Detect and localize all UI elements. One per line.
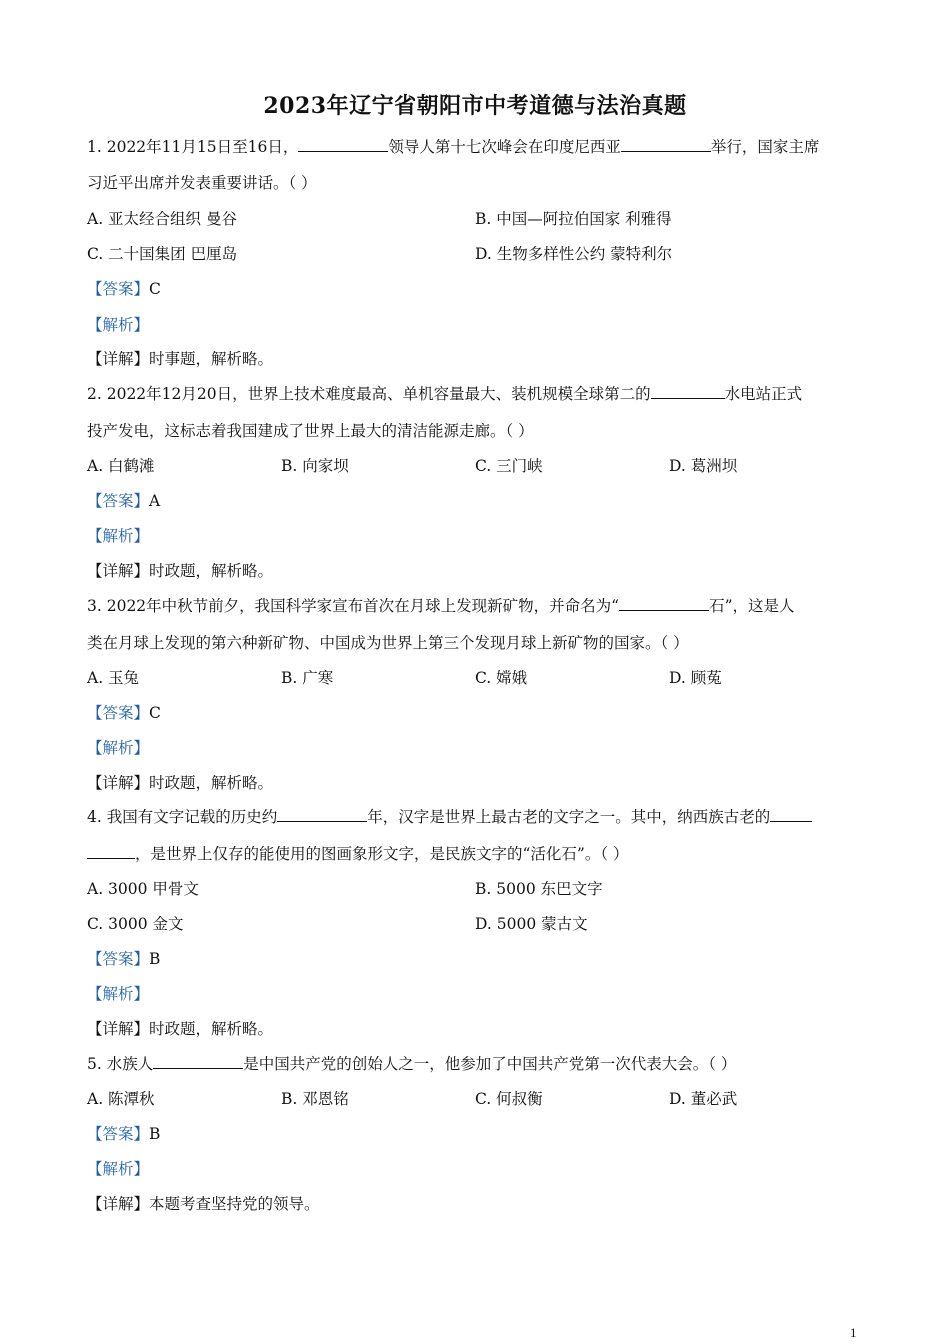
- analysis-tag: 【解析】: [87, 1160, 150, 1178]
- answer-value: B: [149, 1125, 161, 1143]
- q4-option-d: D. 5000 蒙古文: [475, 915, 588, 933]
- q5-option-a: A. 陈潭秋: [87, 1090, 155, 1108]
- q2-option-a: A. 白鹤滩: [87, 457, 155, 475]
- answer-value: C: [149, 704, 161, 722]
- question-1-stem-line-1: [87, 136, 877, 158]
- q4-text-c: ，是世界上仅存的能使用的图画象形文字，是民族文字的“活化石”。（ ）: [135, 845, 629, 863]
- detail-tag: 【详解】: [87, 350, 150, 368]
- q5-analysis: [87, 1158, 877, 1180]
- page-number: 1: [850, 1325, 857, 1340]
- q2-text-b: 水电站正式: [724, 385, 803, 403]
- detail-tag: 【详解】: [87, 1195, 150, 1213]
- answer-blank: [277, 807, 367, 822]
- question-2-stem-line-1: [87, 383, 877, 405]
- answer-value: C: [149, 280, 161, 298]
- detail-tag: 【详解】: [87, 774, 150, 792]
- q5-detail: [87, 1193, 877, 1215]
- q1-option-c: C. 二十国集团 巴厘岛: [87, 245, 238, 263]
- q2-option-c: C. 三门峡: [475, 457, 543, 475]
- analysis-tag: 【解析】: [87, 739, 150, 757]
- q2-answer: [87, 490, 877, 512]
- answer-tag: 【答案】: [87, 492, 150, 510]
- q3-option-b: B. 广寒: [281, 669, 334, 687]
- answer-tag: 【答案】: [87, 1125, 150, 1143]
- detail-text: 时事题，解析略。: [149, 350, 274, 368]
- q4-text-b: 年，汉字是世界上最古老的文字之一。其中，纳西族古老的: [367, 808, 771, 826]
- detail-tag: 【详解】: [87, 562, 150, 580]
- answer-blank: [87, 844, 135, 859]
- q2-option-d: D. 葛洲坝: [669, 457, 738, 475]
- q3-option-a: A. 玉兔: [87, 669, 140, 687]
- detail-tag: 【详解】: [87, 1020, 150, 1038]
- question-3-stem-line-2: 类在月球上发现的第六种新矿物、中国成为世界上第三个发现月球上新矿物的国家。（ ）: [87, 634, 689, 652]
- detail-text: 本题考查坚持党的领导。: [149, 1195, 320, 1213]
- question-1-stem-line-2: 习近平出席并发表重要讲话。（ ）: [87, 174, 317, 192]
- analysis-tag: 【解析】: [87, 316, 150, 334]
- question-2-stem-line-2: 投产发电，这标志着我国建成了世界上最大的清洁能源走廊。（ ）: [87, 422, 534, 440]
- detail-text: 时政题，解析略。: [149, 1020, 274, 1038]
- q1-option-b: B. 中国—阿拉伯国家 利雅得: [475, 210, 672, 228]
- q1-answer: [87, 278, 877, 300]
- q3-detail: [87, 772, 877, 794]
- question-3-stem-line-1: [87, 595, 877, 617]
- q3-answer: [87, 702, 877, 724]
- q4-text-a: 4. 我国有文字记载的历史约: [87, 808, 278, 826]
- analysis-tag: 【解析】: [87, 527, 150, 545]
- q4-option-a: A. 3000 甲骨文: [87, 880, 199, 898]
- q2-text-a: 2. 2022年12月20日，世界上技术难度最高、单机容量最大、装机规模全球第二的: [87, 385, 651, 403]
- q4-option-b: B. 5000 东巴文字: [475, 880, 603, 898]
- detail-text: 时政题，解析略。: [149, 562, 274, 580]
- answer-blank: [153, 1054, 243, 1069]
- question-5-stem-line-1: [87, 1053, 877, 1075]
- question-4-stem-line-1: [87, 806, 877, 828]
- answer-tag: 【答案】: [87, 704, 150, 722]
- q3-text-b: 石”，这是人: [709, 597, 795, 615]
- q1-detail: [87, 348, 877, 370]
- answer-value: B: [149, 950, 161, 968]
- analysis-tag: 【解析】: [87, 985, 150, 1003]
- answer-blank: [621, 137, 711, 152]
- q1-text-c: 举行，国家主席: [710, 138, 820, 156]
- answer-tag: 【答案】: [87, 280, 150, 298]
- q5-option-d: D. 董必武: [669, 1090, 738, 1108]
- answer-value: A: [149, 492, 161, 510]
- question-4-stem-line-2: [87, 843, 877, 865]
- q5-answer: [87, 1123, 877, 1145]
- q4-detail: [87, 1018, 877, 1040]
- answer-blank: [651, 384, 725, 399]
- q1-text-a: 1. 2022年11月15日至16日，: [87, 138, 299, 156]
- q4-option-c: C. 3000 金文: [87, 915, 184, 933]
- document-title: 2023年辽宁省朝阳市中考道德与法治真题: [263, 93, 687, 119]
- q1-analysis: [87, 314, 877, 336]
- q2-detail: [87, 560, 877, 582]
- answer-blank: [770, 807, 812, 822]
- q3-text-a: 3. 2022年中秋节前夕，我国科学家宣布首次在月球上发现新矿物，并命名为“: [87, 597, 620, 615]
- q5-text-b: 是中国共产党的创始人之一，他参加了中国共产党第一次代表大会。（ ）: [243, 1055, 737, 1073]
- q3-option-c: C. 嫦娥: [475, 669, 528, 687]
- q2-option-b: B. 向家坝: [281, 457, 349, 475]
- q1-text-b: 领导人第十七次峰会在印度尼西亚: [388, 138, 621, 156]
- q3-option-d: D. 顾菟: [669, 669, 722, 687]
- q5-option-b: B. 邓恩铭: [281, 1090, 349, 1108]
- q4-analysis: [87, 983, 877, 1005]
- answer-blank: [298, 137, 388, 152]
- q5-option-c: C. 何叔衡: [475, 1090, 543, 1108]
- q4-answer: [87, 948, 877, 970]
- answer-blank: [619, 596, 709, 611]
- answer-tag: 【答案】: [87, 950, 150, 968]
- q3-analysis: [87, 737, 877, 759]
- detail-text: 时政题，解析略。: [149, 774, 274, 792]
- q5-text-a: 5. 水族人: [87, 1055, 154, 1073]
- q1-option-d: D. 生物多样性公约 蒙特利尔: [475, 245, 673, 263]
- q2-analysis: [87, 525, 877, 547]
- q1-option-a: A. 亚太经合组织 曼谷: [87, 210, 237, 228]
